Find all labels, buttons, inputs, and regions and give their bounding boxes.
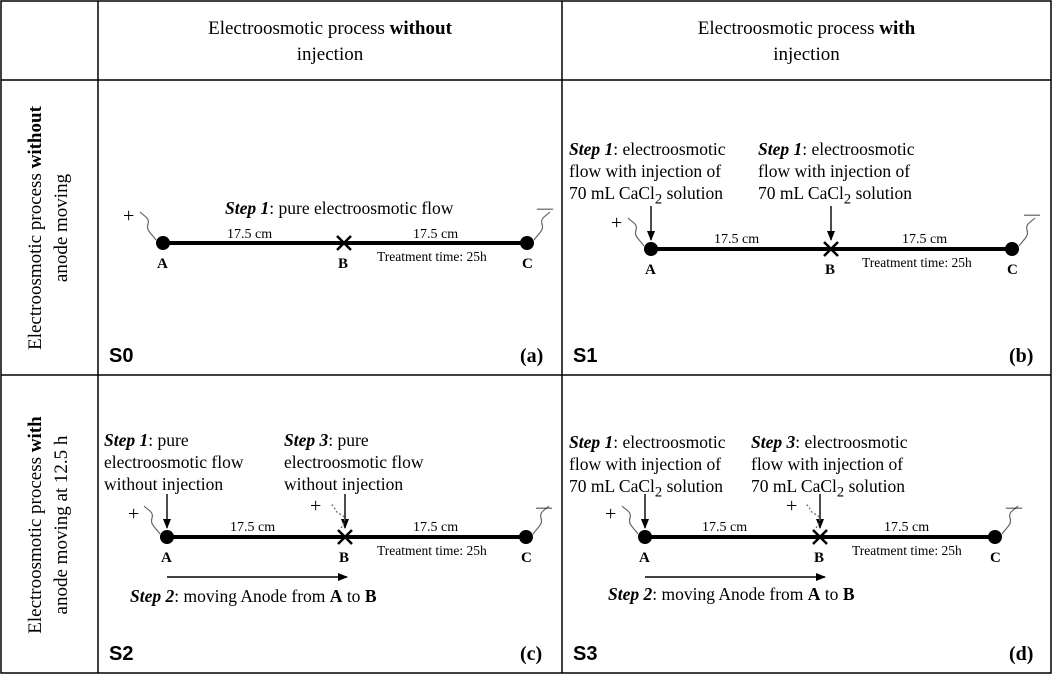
column-header-without-injection: Electroosmotic process without injection <box>208 18 452 65</box>
s3-plus-sign: + <box>605 503 617 525</box>
s3-panel-tag: (d) <box>1009 643 1034 665</box>
s2-step3-label: Step 3: pure electroosmotic flow without injection <box>284 430 424 494</box>
table-grid <box>1 1 1051 673</box>
s1-panel-tag: (b) <box>1009 345 1034 367</box>
s3-distance-bc: 17.5 cm <box>884 520 930 535</box>
s2-plus-sign: + <box>128 503 140 525</box>
s1-anode-wire <box>628 218 644 246</box>
s2-point-b: B <box>339 550 350 566</box>
s1-cathode-dot <box>1005 242 1019 256</box>
s2-step2-label: Step 2: moving Anode from A to B <box>130 586 377 606</box>
s1-step1-right-label: Step 1: electroosmotic flow with injection of 70 mL CaCl$_2$ solution <box>758 139 915 208</box>
s3-treatment-time: Treatment time: 25h <box>852 543 962 558</box>
s1-point-c: C <box>1007 262 1018 278</box>
s3-step3-label: Step 3: electroosmotic flow with injection of 70 mL CaCl$_2$ solution <box>751 432 908 501</box>
s2-moved-anode-wire <box>330 504 345 528</box>
s1-point-b: B <box>825 262 836 278</box>
s0-scenario-label: S0 <box>109 345 134 367</box>
s1-scenario-label: S1 <box>573 345 598 367</box>
s1-minus-sign: — <box>1024 206 1040 223</box>
s3-minus-sign: — <box>1006 499 1022 516</box>
s2-moved-plus-sign: + <box>310 495 322 517</box>
s2-anode-wire <box>144 506 160 534</box>
s1-anode-dot <box>644 242 658 256</box>
s1-diagram <box>628 206 1035 256</box>
s3-point-b: B <box>814 550 825 566</box>
s0-treatment-time: Treatment time: 25h <box>377 249 487 264</box>
s3-anode-wire <box>622 506 638 534</box>
s2-panel-tag: (c) <box>520 643 543 665</box>
s2-step1-label: Step 1: pure electroosmotic flow without injection <box>104 430 244 494</box>
s1-treatment-time: Treatment time: 25h <box>862 255 972 270</box>
s0-panel-tag: (a) <box>520 345 544 367</box>
s0-point-b: B <box>338 256 349 272</box>
column-header-with-injection: Electroosmotic process with injection <box>697 18 916 65</box>
s2-minus-sign: — <box>536 499 552 516</box>
s0-distance-bc: 17.5 cm <box>413 227 459 242</box>
s2-point-a: A <box>161 550 172 566</box>
s3-anode-dot <box>638 530 652 544</box>
s1-point-a: A <box>645 262 656 278</box>
s2-anode-dot <box>160 530 174 544</box>
s0-plus-sign: + <box>123 205 135 227</box>
s1-distance-ab: 17.5 cm <box>714 232 760 247</box>
s1-plus-sign: + <box>611 212 623 234</box>
s2-distance-bc: 17.5 cm <box>413 520 459 535</box>
s0-anode-dot <box>156 236 170 250</box>
s2-scenario-label: S2 <box>109 643 134 665</box>
s3-moved-anode-wire <box>805 504 820 528</box>
s2-point-c: C <box>521 550 532 566</box>
s3-distance-ab: 17.5 cm <box>702 520 748 535</box>
s0-step1-label: Step 1: pure electroosmotic flow <box>225 198 454 218</box>
s2-cathode-dot <box>519 530 533 544</box>
s0-point-c: C <box>522 256 533 272</box>
s1-distance-bc: 17.5 cm <box>902 232 948 247</box>
s3-moved-plus-sign: + <box>786 495 798 517</box>
s0-anode-wire <box>140 212 156 240</box>
s0-point-a: A <box>157 256 168 272</box>
s2-treatment-time: Treatment time: 25h <box>377 543 487 558</box>
s0-cathode-dot <box>520 236 534 250</box>
s2-distance-ab: 17.5 cm <box>230 520 276 535</box>
row-header-without-anode-moving: Electroosmotic process without anode moving <box>25 106 72 350</box>
s3-scenario-label: S3 <box>573 643 598 665</box>
s0-distance-ab: 17.5 cm <box>227 227 273 242</box>
s3-cathode-dot <box>988 530 1002 544</box>
row-header-with-anode-moving: Electroosmotic process with anode moving at 12.5 h <box>25 416 72 634</box>
s3-point-a: A <box>639 550 650 566</box>
s1-step1-left-label: Step 1: electroosmotic flow with injection of 70 mL CaCl$_2$ solution <box>569 139 726 208</box>
s3-step2-label: Step 2: moving Anode from A to B <box>608 584 855 604</box>
s3-point-c: C <box>990 550 1001 566</box>
s0-minus-sign: — <box>537 200 553 217</box>
s3-step1-label: Step 1: electroosmotic flow with injection of 70 mL CaCl$_2$ solution <box>569 432 726 501</box>
